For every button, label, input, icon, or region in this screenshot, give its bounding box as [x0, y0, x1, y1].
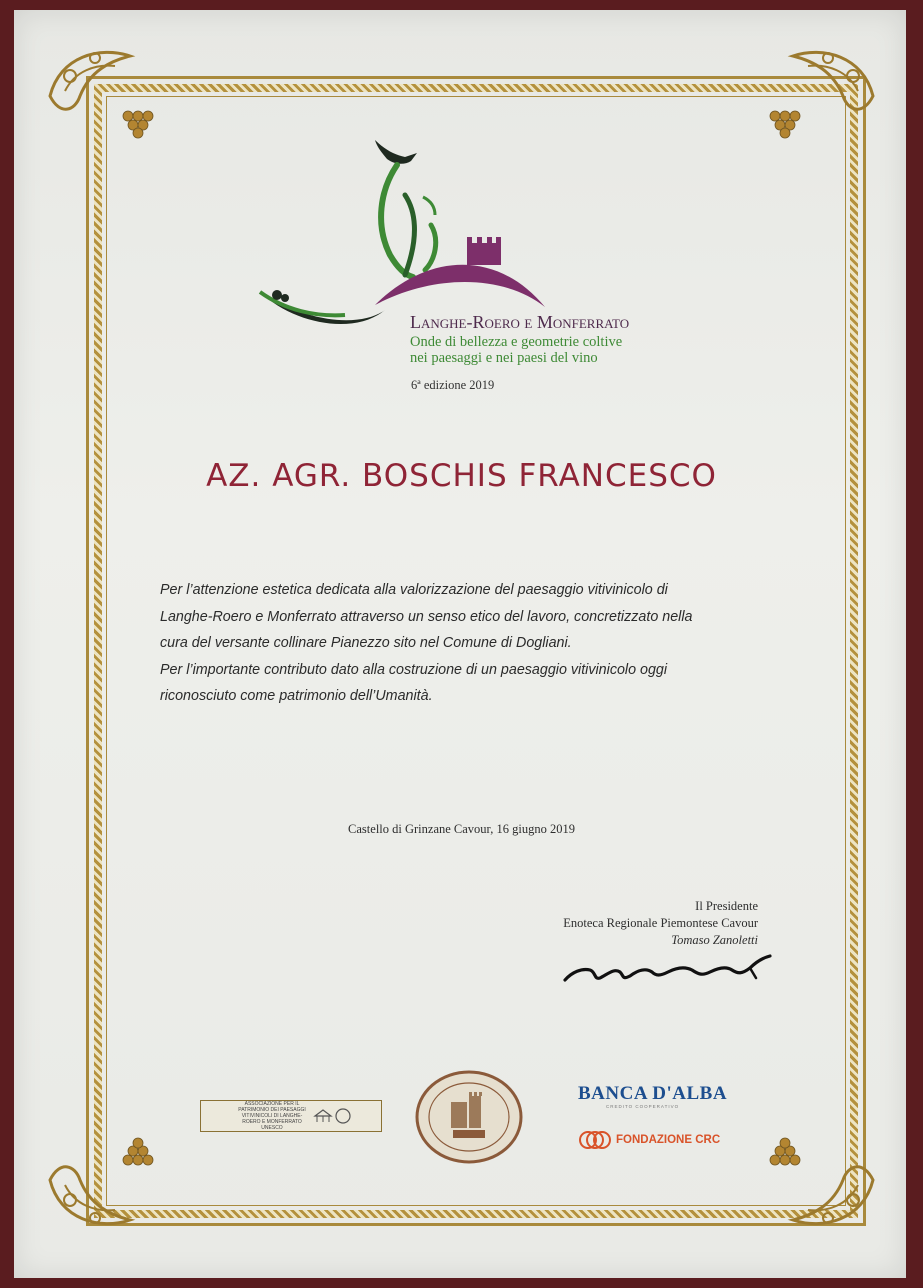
foundation-logo [578, 1128, 720, 1152]
signer-name: Tomaso Zanoletti [671, 933, 758, 947]
unesco-emblem-icon [313, 1106, 353, 1126]
handwritten-signature [560, 950, 780, 990]
association-unesco-logo [200, 1100, 382, 1132]
bank-subtitle: CREDITO COOPERATIVO [606, 1104, 680, 1109]
motivation-line: riconosciuto come patrimonio dell’Umanità. [160, 688, 433, 704]
event-subtitle-line2: nei paesaggi e nei paesi del vino [410, 350, 598, 366]
signer-organization: Enoteca Regionale Piemontese Cavour [563, 916, 758, 930]
foundation-name: FONDAZIONE CRC [616, 1134, 721, 1146]
event-subtitle-line1: Onde di bellezza e geometrie coltive [410, 334, 623, 350]
motivation-line: Langhe-Roero e Monferrato attraverso un senso etico del lavoro, concretizzato nella [160, 608, 693, 625]
event-title: Langhe-Roero e Monferrato [410, 312, 630, 332]
recipient-name: AZ. AGR. BOSCHIS FRANCESCO [206, 458, 717, 494]
corner-ornament-bottom-left [40, 1130, 160, 1240]
corner-ornament-bottom-right [763, 1130, 883, 1240]
signer-block [498, 898, 758, 949]
bank-logo: BANCA D'ALBA [578, 1083, 728, 1104]
signer-role: Il Presidente [695, 899, 758, 913]
event-logo [255, 135, 555, 340]
enoteca-seal [413, 1068, 525, 1166]
motivation-line: Per l’attenzione estetica dedicata alla valorizzazione del paesaggio vitivinicolo di [160, 582, 668, 598]
event-edition: 6ª edizione 2019 [411, 378, 495, 392]
corner-ornament-top-left [40, 36, 160, 146]
foundation-rings-icon [578, 1128, 612, 1152]
association-text: ASSOCIAZIONE PER IL PATRIMONIO DEI PAESAGGI VITIVINICOLI DI LANGHE-ROERO E MONFERRATO UNESCO [238, 1101, 306, 1131]
place-and-date: Castello di Grinzane Cavour, 16 giugno 2019 [348, 822, 575, 836]
bird-icon [375, 140, 417, 164]
motivation-line: Per l’importante contributo dato alla costruzione di un paesaggio vitivinicolo oggi [160, 661, 668, 678]
corner-ornament-top-right [763, 36, 883, 146]
motivation-line: cura del versante collinare Pianezzo sito nel Comune di Dogliani. [160, 635, 572, 651]
motivation-text [160, 577, 780, 710]
